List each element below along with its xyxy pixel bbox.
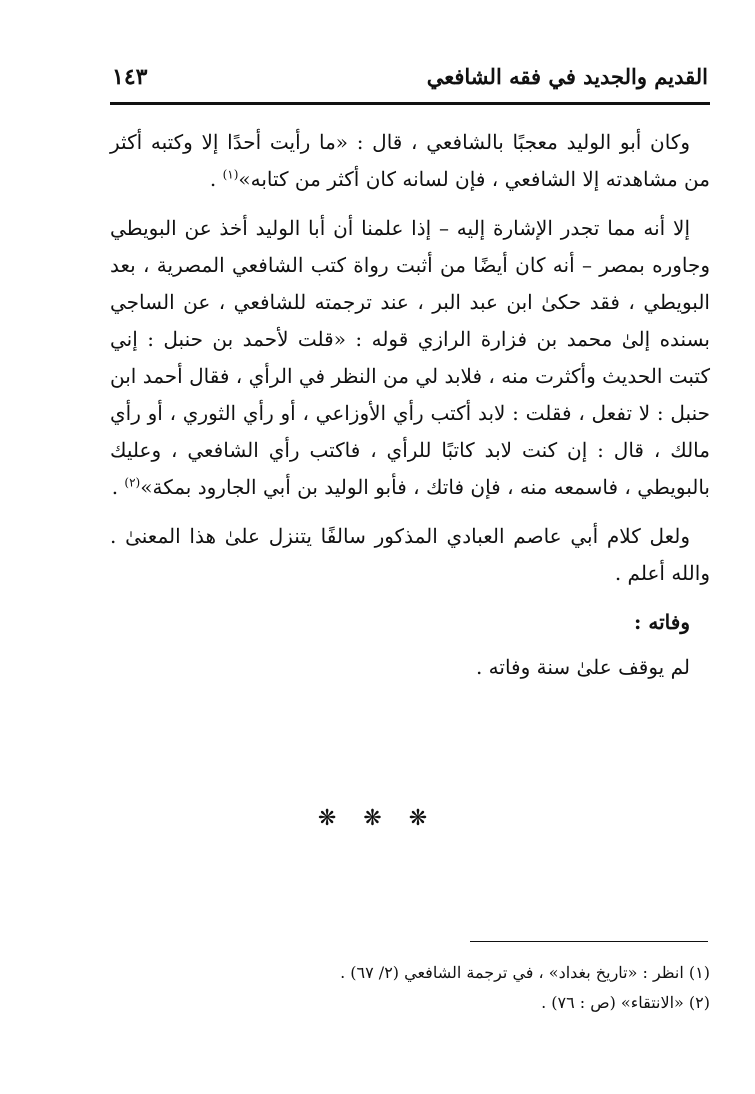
paragraph-2 (110, 210, 710, 506)
header-rule (110, 102, 710, 105)
paragraph-text: إلا أنه مما تجدر الإشارة إليه – إذا علمنا أن أبا الوليد أخذ عن البويطي وجاوره بمصر – أنه كان أيضًا من أثبت رواة كتب الشافعي المصرية ، بعد البويطي ، فقد حكىٰ ابن عبد البر ، عند ترجمته للشافعي ، عن الساجي بسنده إلىٰ محمد بن فزارة الرازي قوله : «قلت لأحمد بن حنبل : إني كتبت الحديث وأكثرت منه ، فلابد لي من النظر في الرأي ، فقال أحمد ابن حنبل : لا تفعل ، فقلت : لابد أكتب رأي الأوزاعي ، أو رأي الثوري ، أو رأي مالك ، قال : إن كنت لابد كاتبًا للرأي ، فاكتب رأي الشافعي ، وعليك بالبويطي ، فاسمعه منه ، فإن فاتك ، فأبو الوليد بن أبي الجارود بمكة» (110, 216, 710, 499)
main-text (110, 124, 710, 698)
footnote-rule (470, 941, 708, 942)
footnote-2: (٢) «الانتقاء» (ص : ٧٦) . (541, 993, 710, 1012)
section-paragraph: لم يوقف علىٰ سنة وفاته . (475, 655, 690, 679)
paragraph-text: ولعل كلام أبي عاصم العبادي المذكور سالفًا يتنزل علىٰ هذا المعنىٰ . والله أعلم . (110, 524, 710, 585)
section-heading: وفاته : (634, 610, 690, 634)
footnote-ref-2: (٢) (124, 475, 141, 490)
footnotes (110, 958, 710, 1018)
page-number: ١٤٣ (112, 64, 148, 90)
section-separator: ❋ ❋ ❋ (317, 806, 438, 831)
paragraph-text: وكان أبو الوليد معجبًا بالشافعي ، قال : «ما رأيت أحدًا إلا وكتبه أكثر من مشاهدته إلا الشافعي ، فإن لسانه كان أكثر من كتابه» (110, 130, 710, 191)
paragraph-1 (110, 124, 710, 198)
footnote-ref-1: (١) (222, 167, 239, 182)
paragraph-tail: . (111, 475, 125, 499)
paragraph-3 (110, 518, 710, 592)
paragraph-tail: . (209, 167, 223, 191)
page-header (112, 60, 708, 100)
footnote-1: (١) انظر : «تاريخ بغداد» ، في ترجمة الشافعي (٢/ ٦٧) . (340, 963, 710, 982)
running-title: القديم والجديد في فقه الشافعي (426, 64, 708, 89)
